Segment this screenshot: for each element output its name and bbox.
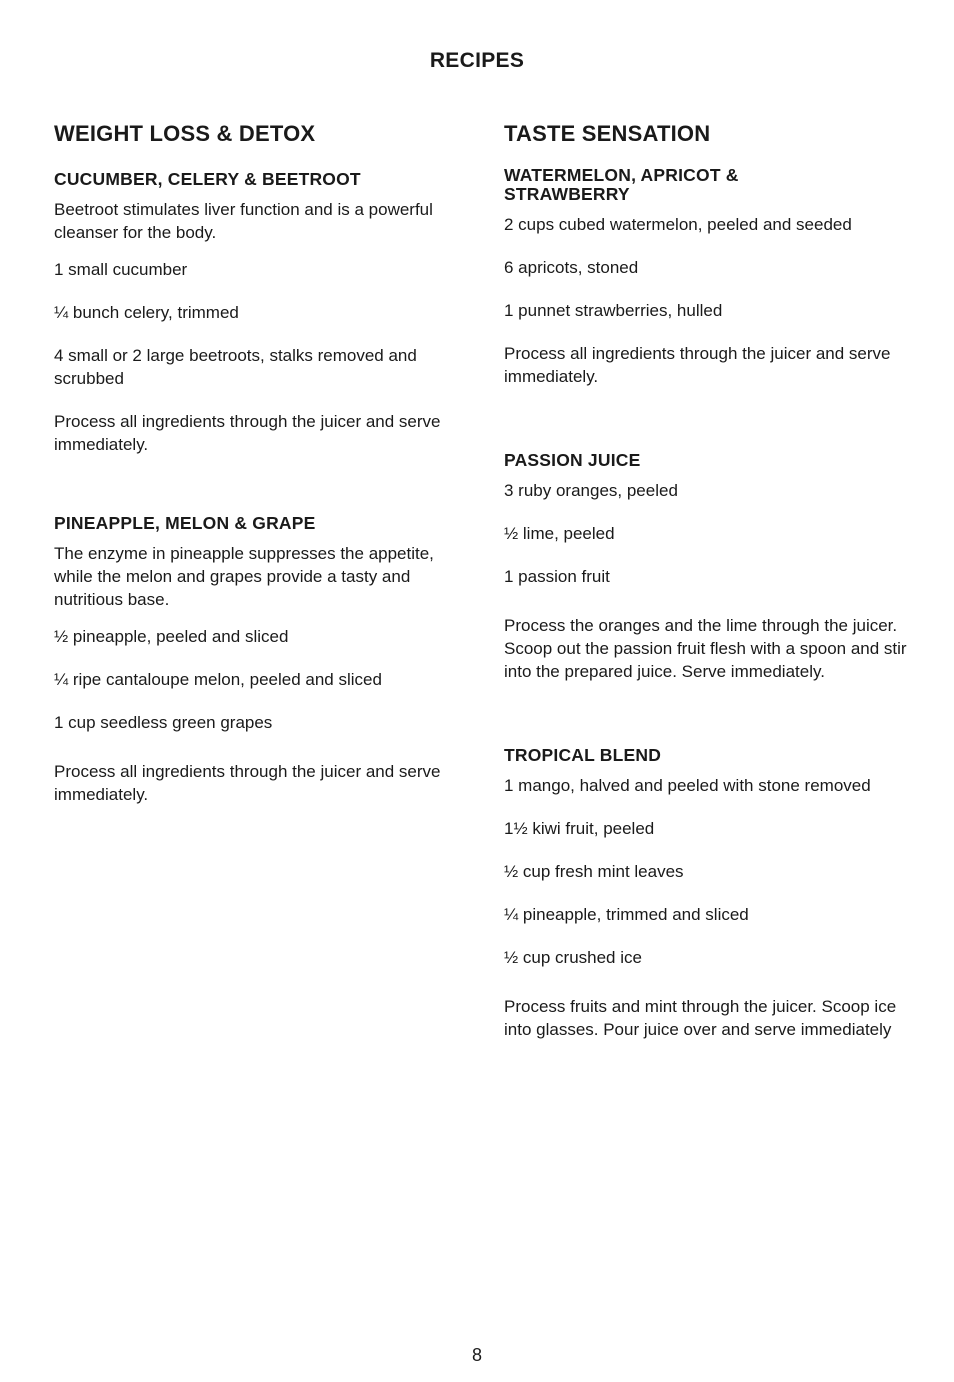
ingredient-item: ½ pineapple, peeled and sliced [54,627,289,646]
ingredient-item: 1 punnet strawberries, hulled [504,301,723,320]
ingredient-item: ½ lime, peeled [504,524,615,543]
ingredient-item: ¼ pineapple, trimmed and sliced [504,905,749,924]
recipe-title: WATERMELON, APRICOT & STRAWBERRY [504,165,739,204]
recipe-intro: Beetroot stimulates liver function and is a powerful cleanser for the body. [54,200,433,242]
section-title-taste-sensation: TASTE SENSATION [504,121,711,146]
section-title-weight-loss: WEIGHT LOSS & DETOX [54,121,316,146]
recipe-intro: The enzyme in pineapple suppresses the appetite, while the melon and grapes provide a tasty and nutritious base. [54,544,434,609]
recipe-cucumber-celery-beetroot [54,170,464,456]
ingredient-item: 4 small or 2 large beetroots, stalks removed and scrubbed [54,346,417,388]
ingredient-item: ½ cup crushed ice [504,948,642,967]
ingredient-item: 1½ kiwi fruit, peeled [504,819,655,838]
recipe-tropical-blend [504,746,914,1041]
recipe-method: Process all ingredients through the juicer and serve immediately. [504,344,891,386]
ingredient-item: 1 passion fruit [504,567,610,586]
ingredient-item: ¼ ripe cantaloupe melon, peeled and sliced [54,670,382,689]
ingredient-item: ¼ bunch celery, trimmed [54,303,239,322]
recipe-title: CUCUMBER, CELERY & BEETROOT [54,169,361,189]
ingredient-item: ½ cup fresh mint leaves [504,862,684,881]
left-column [54,120,464,806]
recipe-method: Process fruits and mint through the juicer. Scoop ice into glasses. Pour juice over and serve immediately [504,997,897,1039]
page-number: 8 [471,1345,482,1365]
ingredient-item: 1 cup seedless green grapes [54,713,273,732]
ingredient-item: 1 small cucumber [54,260,188,279]
recipe-method: Process all ingredients through the juicer and serve immediately. [54,762,441,804]
ingredient-item: 2 cups cubed watermelon, peeled and seeded [504,215,852,234]
recipe-title: PASSION JUICE [504,450,641,470]
right-column [504,120,914,1041]
recipe-method: Process the oranges and the lime through the juicer. Scoop out the passion fruit flesh with a spoon and stir into the prepared juice. Serve immediately. [504,616,907,681]
ingredient-item: 6 apricots, stoned [504,258,639,277]
recipe-title: TROPICAL BLEND [504,745,662,765]
recipe-watermelon-apricot-strawberry [504,166,914,388]
recipe-title: PINEAPPLE, MELON & GRAPE [54,513,316,533]
recipe-method: Process all ingredients through the juicer and serve immediately. [54,412,441,454]
ingredient-item: 3 ruby oranges, peeled [504,481,678,500]
page-title: RECIPES [429,49,525,72]
recipe-passion-juice [504,451,914,683]
ingredient-item: 1 mango, halved and peeled with stone removed [504,776,871,795]
recipe-pineapple-melon-grape [54,514,464,806]
